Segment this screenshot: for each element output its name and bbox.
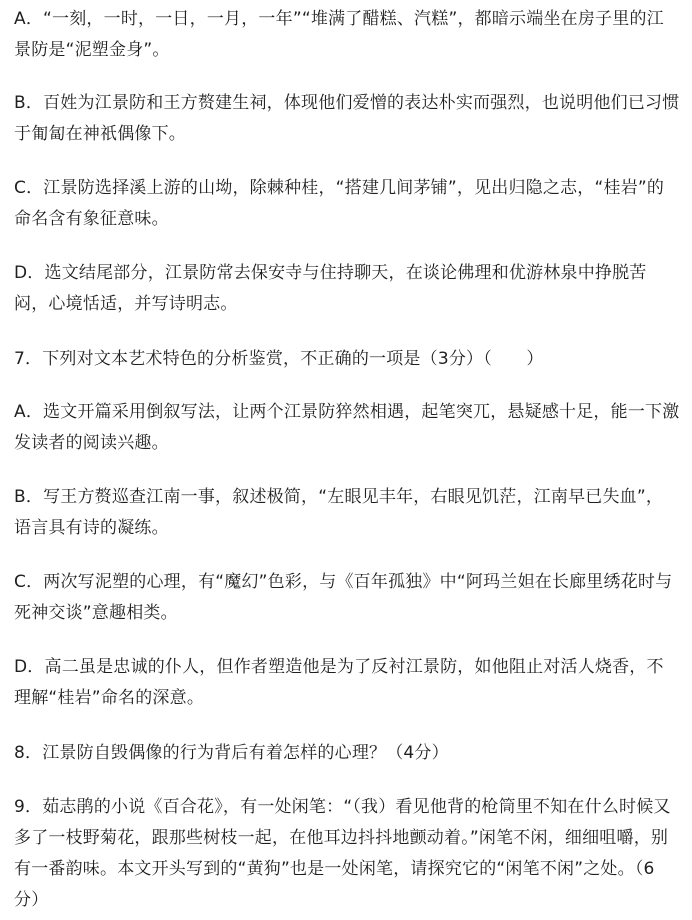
q7-option-b: B．写王方赘巡查江南一事，叙述极简，“左眼见丰年，右眼见饥茫，江南早已失血”，语言具有诗的凝练。 [14, 487, 664, 538]
q7-option-a: A．选文开篇采用倒叙写法，让两个江景防猝然相遇，起笔突兀，悬疑感十足，能一下激发读者的阅读兴趣。 [14, 402, 680, 453]
q6-option-a: A．“一刻，一时，一日，一月，一年”“堆满了醋糕、汽糕”，都暗示端坐在房子里的江景防是“泥塑金身”。 [14, 9, 664, 60]
q6-option-d: D．选文结尾部分，江景防常去保安寺与住持聊天，在谈论佛理和优游林泉中挣脱苦闷，心境恬适，并写诗明志。 [14, 263, 647, 314]
question-9-stem: 9．茹志鹃的小说《百合花》，有一处闲笔：“（我）看见他背的枪筒里不知在什么时候又多了一枝野菊花，跟那些树枝一起，在他耳边抖抖地颤动着。”闲笔不闲，细细咀嚼，别有一番韵味。本文开头写到的“黄狗”也是一处闲笔，请探究它的“闲笔不闲”之处。（6分） [14, 797, 671, 910]
q7-option-c: C．两次写泥塑的心理，有“魔幻”色彩，与《百年孤独》中“阿玛兰妲在长廊里绣花时与死神交谈”意趣相类。 [14, 572, 673, 623]
q7-option-d: D．高二虽是忠诚的仆人，但作者塑造他是为了反衬江景防，如他阻止对活人烧香，不理解“桂岩”命名的深意。 [14, 657, 664, 708]
question-8-stem: 8．江景防自毁偶像的行为背后有着怎样的心理？（4分） [14, 743, 449, 763]
q6-option-b: B．百姓为江景防和王方赘建生祠，体现他们爱憎的表达朴实而强烈，也说明他们已习惯于匍匐在神祇偶像下。 [14, 93, 680, 144]
question-7-stem: 7．下列对文本艺术特色的分析鉴赏，不正确的一项是（3分）（ ） [14, 349, 544, 369]
q6-option-c: C．江景防选择溪上游的山坳，除棘种桂，“搭建几间茅铺”，见出归隐之志，“桂岩”的命名含有象征意味。 [14, 178, 665, 229]
